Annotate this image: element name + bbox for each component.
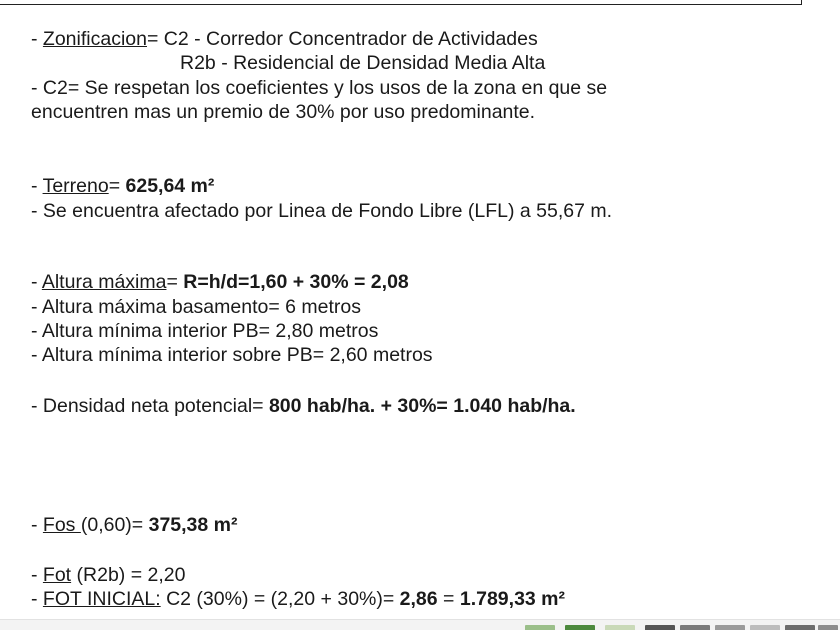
bullet: - — [31, 564, 43, 586]
thumbnail[interactable] — [605, 625, 635, 630]
bullet: - — [31, 514, 43, 536]
densidad-line — [31, 394, 576, 418]
altura-maxima-label: Altura máxima — [41, 271, 167, 293]
altura-maxima-value: R=h/d=1,60 + 30% = 2,08 — [183, 271, 409, 293]
terreno-line — [31, 174, 214, 198]
fos-coefficient: (0,60)= — [80, 514, 149, 536]
fos-label: Fos — [42, 514, 81, 536]
bullet: - — [31, 271, 42, 293]
bottom-thumbnail-strip — [0, 619, 840, 630]
fot-inicial-formula: C2 (30%) = (2,20 + 30%)= — [160, 588, 400, 610]
thumbnail[interactable] — [525, 625, 555, 630]
c2-description-line-1: - C2= Se respetan los coeficientes y los usos de la zona en que se — [31, 77, 608, 99]
fot-line — [31, 563, 185, 587]
equals-sign: = — [108, 175, 126, 197]
thumbnail[interactable] — [715, 625, 745, 630]
equals-sign: = — [166, 271, 184, 293]
terreno-value: 625,64 m² — [125, 175, 215, 197]
altura-basamento-line: - Altura máxima basamento= 6 metros — [31, 296, 362, 318]
c2-description-line-2: encuentren mas un premio de 30% por uso predominante. — [31, 101, 536, 123]
top-frame-border — [0, 0, 802, 5]
thumbnail[interactable] — [680, 625, 710, 630]
thumbnail[interactable] — [785, 625, 815, 630]
fot-inicial-line — [31, 587, 565, 611]
fos-value: 375,38 m² — [148, 514, 238, 536]
zonificacion-value-2: R2b - Residencial de Densidad Media Alta — [180, 52, 546, 74]
equals-sign: = — [437, 588, 460, 610]
thumbnail[interactable] — [645, 625, 675, 630]
thumbnail[interactable] — [565, 625, 595, 630]
fot-inicial-area: 1.789,33 m² — [459, 588, 566, 610]
fot-inicial-coefficient: 2,86 — [399, 588, 438, 610]
thumbnail[interactable] — [750, 625, 780, 630]
bullet: - — [31, 175, 43, 197]
lfl-line: - Se encuentra afectado por Linea de Fondo Libre (LFL) a 55,67 m. — [31, 200, 613, 222]
zonificacion-value: = C2 - Corredor Concentrador de Actividades — [146, 28, 538, 50]
densidad-label: - Densidad neta potencial= — [31, 395, 269, 417]
zonificacion-line — [31, 27, 538, 51]
fot-value: (R2b) = 2,20 — [71, 564, 186, 586]
thumbnail[interactable] — [818, 625, 838, 630]
altura-minima-pb-line: - Altura mínima interior PB= 2,80 metros — [31, 320, 379, 342]
zonificacion-label: Zonificacion — [42, 28, 147, 50]
fot-label: Fot — [42, 564, 72, 586]
fot-inicial-label: FOT INICIAL: — [42, 588, 161, 610]
bullet: - — [31, 28, 43, 50]
fos-line — [31, 513, 238, 537]
altura-maxima-line — [31, 270, 409, 294]
densidad-value: 800 hab/ha. + 30%= 1.040 hab/ha. — [268, 395, 576, 417]
bullet: - — [31, 588, 43, 610]
terreno-label: Terreno — [42, 175, 109, 197]
altura-minima-sobre-pb-line: - Altura mínima interior sobre PB= 2,60 metros — [31, 344, 433, 366]
